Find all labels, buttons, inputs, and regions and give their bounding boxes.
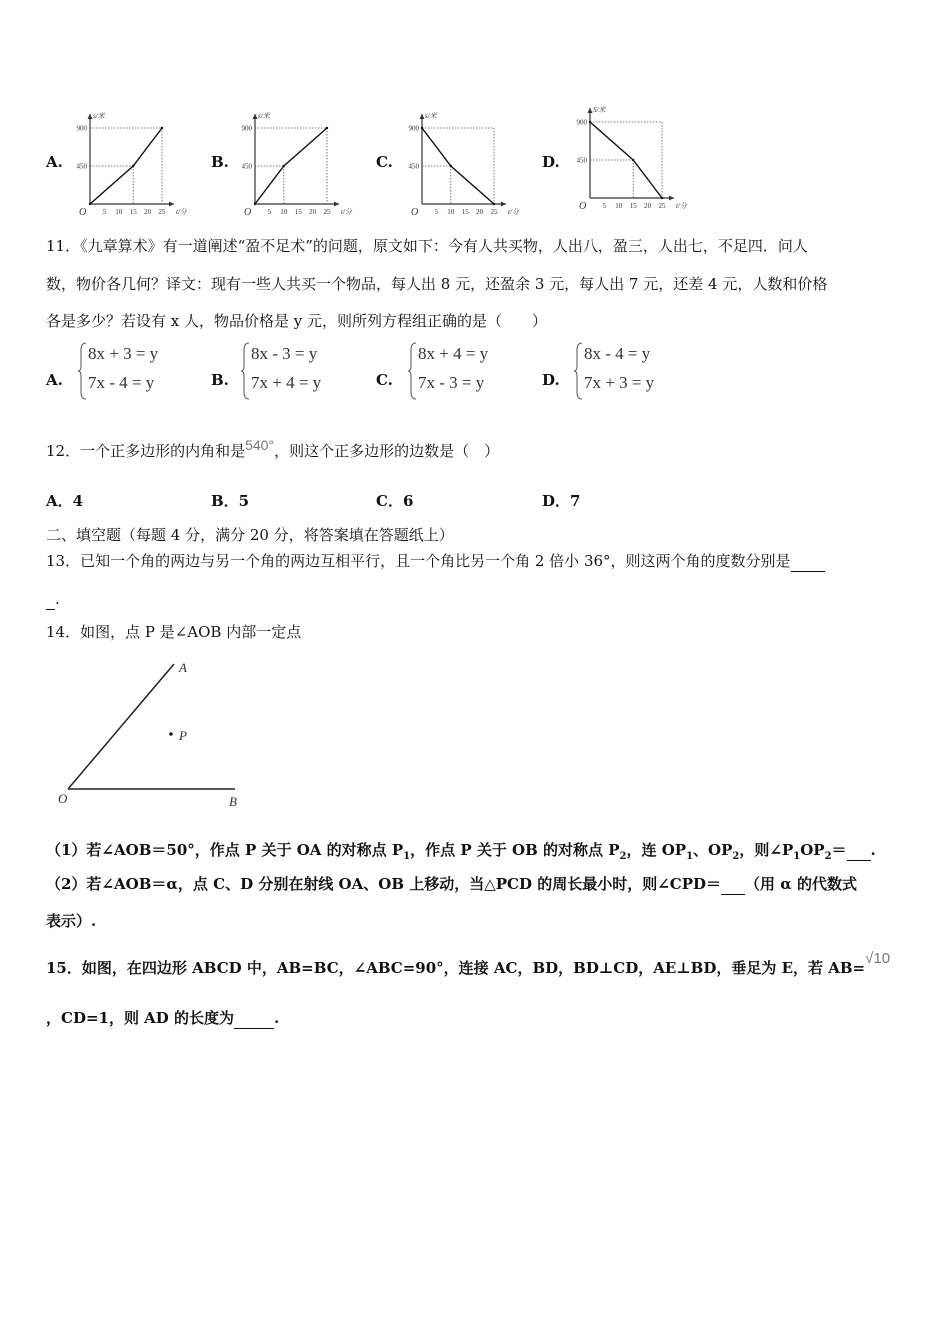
data-point: [283, 165, 285, 167]
x-tick-label: 10: [615, 202, 623, 210]
q11-line1: 11．《九章算术》有一道阐述“盈不足术”的问题，原文如下：今有人共买物，人出八，盈三，人出七，不足四．问人: [46, 237, 808, 255]
origin-label: O: [79, 207, 87, 218]
q14-part1-period: .: [870, 841, 876, 859]
sub-2: 2: [619, 851, 627, 862]
data-point: [493, 203, 495, 205]
q11-option-d-eq1: 8x - 4 = y: [584, 344, 651, 363]
q12-option-b: B．5: [211, 492, 250, 510]
q15-blank: [234, 1008, 274, 1029]
q11-option-d-eq2: 7x + 3 = y: [584, 373, 655, 392]
x-tick-label: 5: [434, 208, 439, 216]
q14-part1-text-c: ，连 OP: [626, 841, 687, 859]
brace-icon: [78, 342, 87, 400]
q11-option-c-eq2: 7x - 3 = y: [418, 373, 485, 392]
x-axis-label: t/分: [676, 202, 687, 210]
distance-time-chart: [564, 98, 687, 214]
q13-blank: [791, 551, 825, 572]
y-tick-label: 900: [241, 124, 252, 133]
q12-option-c: C．6: [376, 492, 414, 510]
q15-line1: [46, 950, 891, 979]
origin-label: O: [411, 207, 419, 218]
q10-graph-d: [564, 98, 687, 214]
y-axis-label: s/米: [258, 112, 270, 120]
data-point: [132, 165, 134, 167]
q11-option-a-eq1: 8x + 3 = y: [88, 344, 159, 363]
x-tick-label: 10: [447, 208, 455, 216]
y-axis-arrow-icon: [420, 114, 425, 119]
q12-stem-post: ，则这个正多边形的边数是（ ）: [274, 442, 500, 460]
y-axis-label: s/米: [93, 112, 105, 120]
label-p: P: [179, 728, 187, 743]
x-axis-label: t/分: [176, 208, 187, 216]
y-axis-arrow-icon: [588, 108, 593, 113]
q15-period: .: [274, 1009, 280, 1027]
q11-option-a-label: A.: [46, 371, 63, 389]
origin-label: O: [579, 201, 587, 212]
origin-label: O: [244, 207, 252, 218]
q14-part1-blank: [847, 840, 871, 861]
q14-part1-text-f: OP: [800, 841, 825, 859]
data-point: [161, 127, 163, 129]
q11-option-a-system: [78, 342, 188, 402]
x-axis-arrow-icon: [501, 202, 506, 207]
q12-stem-pre: 12．一个正多边形的内角和是: [46, 442, 246, 460]
data-point: [661, 197, 663, 199]
q12-stem: [46, 437, 500, 461]
point-p: [169, 732, 173, 736]
q15-text-2: ，CD=1，则 AD 的长度为: [46, 1009, 235, 1027]
q14-part2-blank: [721, 874, 745, 895]
y-axis-label: s/米: [425, 112, 437, 120]
q14-part2-text-b: （用 α 的代数式: [745, 875, 857, 893]
label-o: O: [58, 791, 68, 806]
x-tick-label: 20: [309, 208, 317, 216]
q11-option-c-label: C.: [376, 371, 393, 389]
q14-part1-text-g: ＝: [831, 841, 847, 859]
x-axis-label: t/分: [508, 208, 519, 216]
x-tick-label: 20: [144, 208, 152, 216]
section2-heading: 二、填空题（每题 4 分，满分 20 分，将答案填在答题纸上）: [46, 526, 454, 544]
series-line: [422, 128, 494, 204]
q11-option-b-label: B.: [211, 371, 229, 389]
x-tick-label: 25: [323, 208, 331, 216]
x-tick-label: 25: [490, 208, 498, 216]
angle-aob-figure: [55, 655, 255, 815]
data-point: [421, 127, 423, 129]
q14-part1-text-a: （1）若∠AOB＝50°，作点 P 关于 OA 的对称点 P: [46, 841, 404, 859]
ray-oa: [68, 664, 174, 789]
q12-option-a: A．4: [46, 492, 84, 510]
q15-sqrt: √10: [865, 950, 891, 967]
q11-line3: 各是多少？若设有 x 人，物品价格是 y 元，则所列方程组正确的是（ ）: [46, 312, 548, 330]
q10-graph-b: [229, 104, 352, 220]
brace-icon: [408, 342, 417, 400]
q10-option-d-label: D.: [542, 153, 560, 171]
sub-1: 1: [793, 851, 801, 862]
data-point: [450, 165, 452, 167]
q14-part2: [46, 874, 857, 895]
sub-2: 2: [824, 851, 832, 862]
sub-1: 1: [403, 851, 411, 862]
q11-line2: 数，物价各几何？译文：现有一些人共买一个物品，每人出 8 元，还盈余 3 元，每人出 7 元，还差 4 元，人数和价格: [46, 275, 828, 293]
q14-part1: [46, 840, 876, 861]
q12-option-d: D．7: [542, 492, 581, 510]
q13-period: .: [55, 590, 60, 608]
x-tick-label: 5: [267, 208, 272, 216]
q11-option-b-eq2: 7x + 4 = y: [251, 373, 322, 392]
data-point: [632, 159, 634, 161]
x-tick-label: 25: [658, 202, 666, 210]
data-point: [589, 121, 591, 123]
q14-part1-text-b: ，作点 P 关于 OB 的对称点 P: [410, 841, 620, 859]
x-tick-label: 20: [476, 208, 484, 216]
y-axis-label: S/米: [593, 106, 606, 114]
q11-option-d-system: [574, 342, 684, 402]
brace-icon: [241, 342, 250, 400]
data-point: [89, 203, 91, 205]
q15-line2: [46, 1008, 279, 1029]
x-axis-label: t/分: [341, 208, 352, 216]
y-axis-arrow-icon: [88, 114, 93, 119]
q10-graph-c: [396, 104, 519, 220]
q10-option-c-label: C.: [376, 153, 393, 171]
sub-2: 2: [732, 851, 740, 862]
q11-option-b-system: [241, 342, 351, 402]
x-axis-arrow-icon: [334, 202, 339, 207]
q14-figure: [55, 655, 255, 819]
q11-option-a-eq2: 7x - 4 = y: [88, 373, 155, 392]
q11-option-d-label: D.: [542, 371, 560, 389]
q11-option-b-eq1: 8x - 3 = y: [251, 344, 318, 363]
x-tick-label: 15: [294, 208, 302, 216]
x-tick-label: 15: [129, 208, 137, 216]
distance-time-chart: [64, 104, 187, 220]
y-axis-arrow-icon: [253, 114, 258, 119]
x-axis-arrow-icon: [169, 202, 174, 207]
x-tick-label: 10: [280, 208, 288, 216]
q14-part2-cont: 表示）.: [46, 912, 97, 930]
brace-icon: [574, 342, 583, 400]
distance-time-chart: [396, 104, 519, 220]
y-tick-label: 450: [408, 162, 419, 171]
y-tick-label: 450: [241, 162, 252, 171]
y-tick-label: 900: [576, 118, 587, 127]
q10-option-a-label: A.: [46, 153, 63, 171]
x-tick-label: 15: [461, 208, 469, 216]
x-tick-label: 15: [629, 202, 637, 210]
series-line: [255, 128, 327, 204]
distance-time-chart: [229, 104, 352, 220]
y-tick-label: 450: [76, 162, 87, 171]
q10-graph-a: [64, 104, 187, 220]
q14-part2-text-a: （2）若∠AOB＝α，点 C、D 分别在射线 OA、OB 上移动，当△PCD 的周长最小时，则∠CPD＝: [46, 875, 721, 893]
x-tick-label: 20: [644, 202, 652, 210]
q14-part1-text-d: 、OP: [693, 841, 733, 859]
label-a: A: [179, 660, 187, 675]
x-axis-arrow-icon: [669, 196, 674, 201]
x-tick-label: 25: [158, 208, 166, 216]
x-tick-label: 5: [602, 202, 607, 210]
q15-text: 15．如图，在四边形 ABCD 中，AB=BC，∠ABC=90°，连接 AC，BD，BD⊥CD，AE⊥BD，垂足为 E，若 AB=: [46, 959, 866, 977]
y-tick-label: 900: [76, 124, 87, 133]
q13-line2: [46, 589, 60, 610]
q11-option-c-system: [408, 342, 518, 402]
q13-text: 13．已知一个角的两边与另一个角的两边互相平行，且一个角比另一个角 2 倍小 36°，则这两个角的度数分别是: [46, 552, 791, 570]
x-tick-label: 5: [102, 208, 107, 216]
q13-line1: [46, 551, 825, 572]
x-tick-label: 10: [115, 208, 123, 216]
y-tick-label: 900: [408, 124, 419, 133]
q14-part1-text-e: ，则∠P: [739, 841, 794, 859]
q10-option-b-label: B.: [211, 153, 229, 171]
data-point: [254, 203, 256, 205]
label-b: B: [229, 794, 237, 809]
q11-option-c-eq1: 8x + 4 = y: [418, 344, 489, 363]
q12-angle-value: 540°: [245, 437, 275, 453]
y-tick-label: 450: [576, 156, 587, 165]
data-point: [326, 127, 328, 129]
sub-1: 1: [686, 851, 694, 862]
q13-blank-cont: [46, 589, 55, 610]
q14-intro: 14．如图，点 P 是∠AOB 内部一定点: [46, 623, 302, 641]
